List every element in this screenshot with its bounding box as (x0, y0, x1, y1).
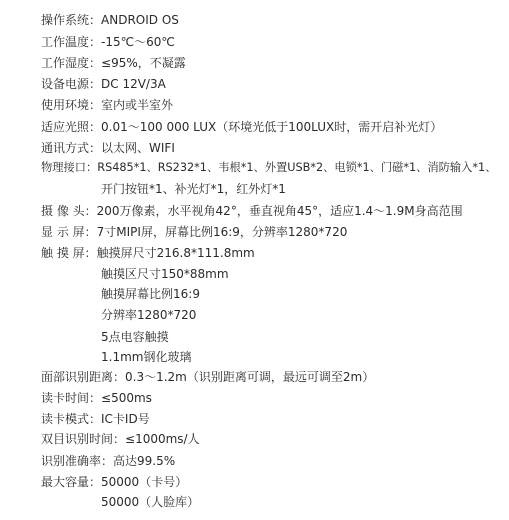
spec-value: DC 12V/3A (101, 77, 166, 91)
spec-row-touch-res (101, 308, 196, 322)
spec-row-ports (41, 161, 496, 175)
spec-row-touch-area (101, 267, 229, 281)
spec-value: -15℃～60℃ (101, 35, 175, 49)
spec-row-touch-ratio (101, 287, 200, 301)
spec-label: 工作湿度： (41, 56, 102, 70)
spec-value: 50000（卡号） (101, 475, 188, 489)
spec-label: 最大容量： (41, 475, 102, 489)
spec-label: 读卡时间： (41, 391, 102, 405)
spec-label: 物理接口： (41, 161, 98, 174)
spec-value: 0.01～100 000 LUX（环境光低于100LUX时，需开启补光灯） (101, 120, 443, 134)
spec-value: 5点电容触摸 (101, 330, 169, 344)
spec-row-power (41, 77, 166, 91)
spec-value: 分辨率1280*720 (101, 308, 197, 322)
spec-row-light (41, 120, 442, 134)
spec-value: ≤500ms (101, 391, 152, 405)
spec-value: 触摸区尺寸150*88mm (101, 267, 229, 281)
spec-row-card-mode (41, 412, 150, 426)
spec-row-touch-glass (101, 350, 191, 364)
spec-row-comm (41, 141, 175, 155)
spec-value: 0.3～1.2m（识别距离可调，最远可调至2m） (125, 370, 375, 384)
spec-label: 双目识别时间： (41, 432, 126, 446)
spec-value: 高达99.5% (113, 454, 176, 468)
spec-label: 通讯方式： (41, 141, 102, 155)
spec-value: RS485*1、RS232*1、韦根*1、外置USB*2、电锁*1、门磁*1、消防输入*1、 (97, 161, 497, 174)
spec-value: ≤95%，不凝露 (101, 56, 186, 70)
spec-row-os (41, 13, 179, 27)
spec-value: 以太网、WIFI (101, 141, 175, 155)
spec-value: IC卡ID号 (101, 412, 150, 426)
spec-row-touch-points (101, 330, 169, 344)
spec-row-display (41, 225, 347, 239)
spec-row-card-time (41, 391, 152, 405)
spec-label: 操作系统： (41, 13, 102, 27)
spec-value: 开门按钮*1、补光灯*1，红外灯*1 (101, 182, 286, 196)
spec-value: 触摸屏尺寸216.8*111.8mm (96, 246, 255, 260)
spec-value: ≤1000ms/人 (125, 432, 200, 446)
spec-row-ports-cont (101, 182, 286, 196)
spec-row-temp (41, 35, 175, 49)
spec-row-binocular-time (41, 432, 200, 446)
spec-row-accuracy (41, 454, 175, 468)
spec-label: 识别准确率： (41, 454, 114, 468)
spec-label: 触 摸 屏： (41, 246, 97, 260)
spec-value: 7寸MIPI屏，屏幕比例16:9，分辨率1280*720 (96, 225, 348, 239)
spec-label: 读卡模式： (41, 412, 102, 426)
spec-value: 1.1mm钢化玻璃 (101, 350, 192, 364)
spec-row-camera (41, 204, 463, 218)
spec-value: 200万像素，水平视角42°，垂直视角45°，适应1.4～1.9M身高范围 (96, 204, 463, 218)
spec-label: 使用环境： (41, 98, 102, 112)
spec-row-humidity (41, 56, 186, 70)
spec-row-face-distance (41, 370, 374, 384)
spec-label: 显 示 屏： (41, 225, 97, 239)
spec-value: 触摸屏幕比例16:9 (101, 287, 200, 301)
spec-label: 工作温度： (41, 35, 102, 49)
spec-row-capacity-face (101, 495, 199, 509)
spec-row-capacity (41, 475, 187, 489)
spec-label: 面部识别距离： (41, 370, 126, 384)
spec-value: ANDROID OS (101, 13, 179, 27)
spec-value: 50000（人脸库） (101, 495, 200, 509)
spec-label: 摄 像 头： (41, 204, 97, 218)
spec-label: 适应光照： (41, 120, 102, 134)
spec-label: 设备电源： (41, 77, 102, 91)
spec-value: 室内或半室外 (101, 98, 174, 112)
spec-row-environment (41, 98, 173, 112)
spec-row-touch (41, 246, 255, 260)
